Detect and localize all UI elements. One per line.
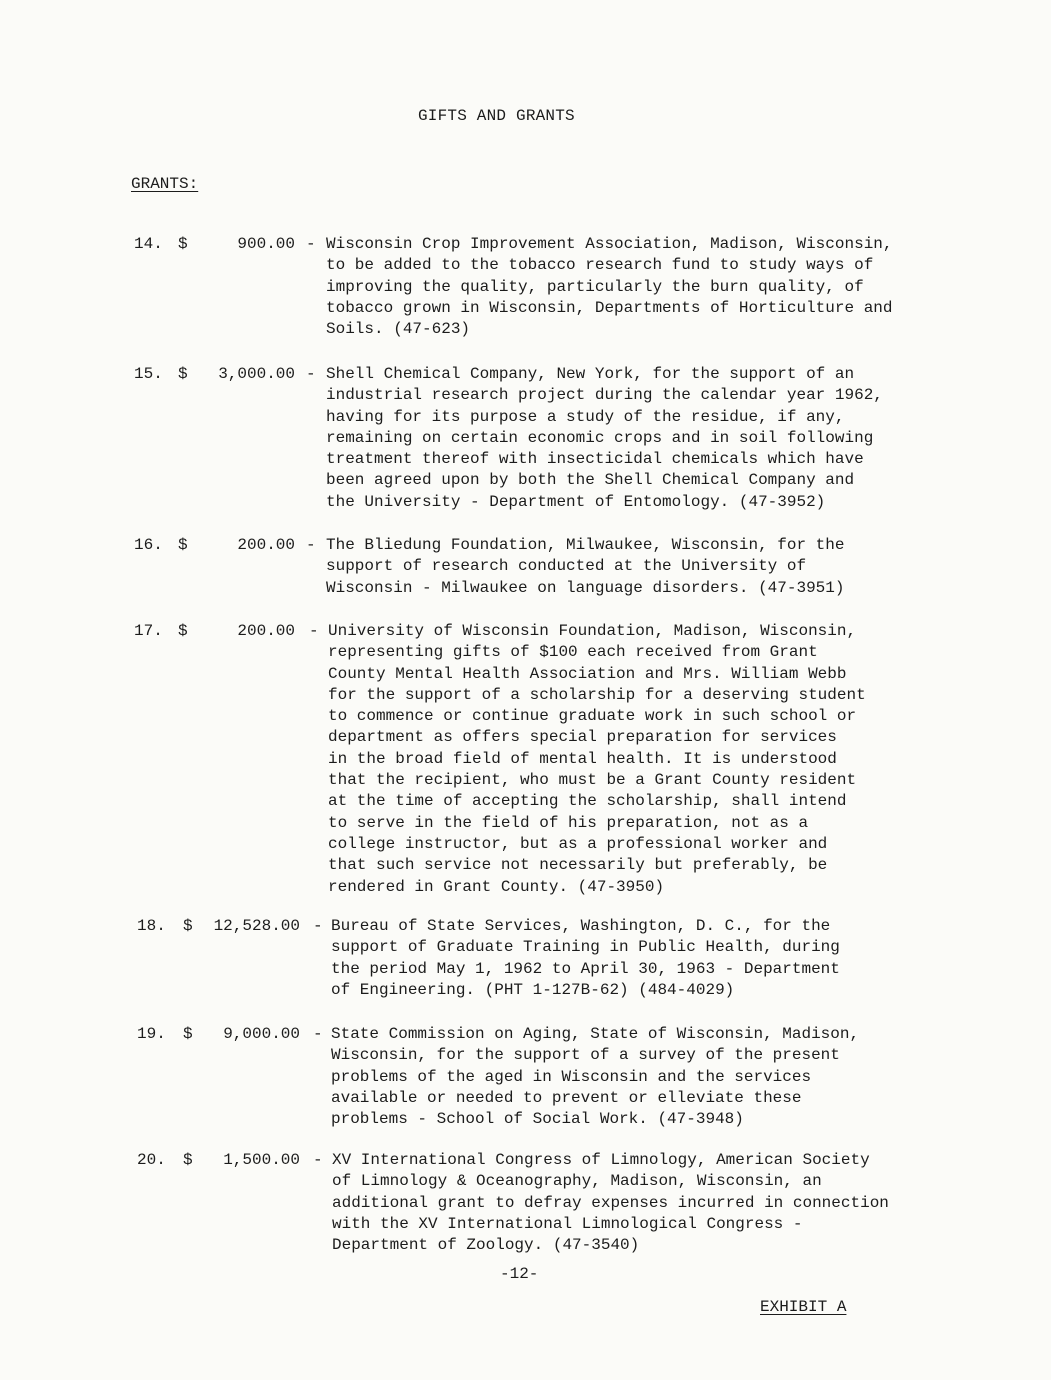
exhibit-label: EXHIBIT A	[760, 1298, 847, 1316]
grant-line: Bureau of State Services, Washington, D. C., for the	[331, 917, 831, 935]
grant-line: tobacco grown in Wisconsin, Departments of Horticulture and	[326, 298, 893, 317]
grant-line: at the time of accepting the scholarship, shall intend	[328, 792, 847, 811]
grant-line: support of research conducted at the University of	[326, 557, 807, 576]
page-title: GIFTS AND GRANTS	[418, 107, 575, 125]
grant-dash: -	[309, 622, 319, 640]
grant-line: department as offers special preparation for services	[328, 728, 837, 747]
grant-line: additional grant to defray expenses incurred in connection	[332, 1193, 889, 1212]
grant-amount: 12,528.00	[213, 917, 300, 935]
grant-line: Wisconsin - Milwaukee on language disorders. (47-3951)	[326, 578, 845, 597]
grant-line: to serve in the field of his preparation, not as a	[328, 813, 809, 832]
grant-line: the University - Department of Entomology. (47-3952)	[326, 492, 826, 511]
grant-number: 19.	[137, 1025, 166, 1043]
grant-line: of Engineering. (PHT 1-127B-62) (484-4029)	[331, 980, 735, 999]
grant-line: Soils. (47-623)	[326, 320, 471, 339]
grant-currency: $	[178, 365, 188, 383]
grant-line: XV International Congress of Limnology, American Society	[332, 1151, 870, 1169]
grant-number: 18.	[137, 917, 166, 935]
grant-line: available or needed to prevent or elleviate these	[331, 1088, 802, 1107]
grant-dash: -	[313, 1025, 323, 1043]
grant-currency: $	[183, 1151, 193, 1169]
grant-line: of Limnology & Oceanography, Madison, Wisconsin, an	[332, 1172, 822, 1191]
grant-dash: -	[313, 917, 323, 935]
grant-dash: -	[306, 235, 316, 253]
grant-description	[332, 1150, 889, 1256]
grant-line: rendered in Grant County. (47-3950)	[328, 877, 665, 896]
grant-line: Wisconsin, for the support of a survey of the present	[331, 1046, 840, 1065]
grant-line: having for its purpose a study of the residue, if any,	[326, 407, 845, 426]
grant-line: for the support of a scholarship for a deserving student	[328, 685, 866, 704]
grant-amount: 200.00	[237, 622, 295, 640]
grant-currency: $	[178, 622, 188, 640]
grant-currency: $	[178, 536, 188, 554]
grant-line: support of Graduate Training in Public Health, during	[331, 938, 840, 957]
grant-line: The Bliedung Foundation, Milwaukee, Wisconsin, for the	[326, 536, 845, 554]
grant-number: 16.	[134, 536, 163, 554]
grant-description	[326, 364, 883, 513]
grant-number: 15.	[134, 365, 163, 383]
grant-line: in the broad field of mental health. It is understood	[328, 749, 837, 768]
grant-dash: -	[306, 536, 316, 554]
grant-line: the period May 1, 1962 to April 30, 1963 - Department	[331, 959, 840, 978]
grant-number: 20.	[137, 1151, 166, 1169]
grant-line: representing gifts of $100 each received from Grant	[328, 643, 818, 662]
grant-line: that the recipient, who must be a Grant County resident	[328, 771, 857, 790]
grant-line: that such service not necessarily but preferably, be	[328, 856, 828, 875]
grant-currency: $	[183, 1025, 193, 1043]
grant-description	[331, 916, 840, 1001]
grant-number: 14.	[134, 235, 163, 253]
grant-description	[328, 621, 866, 898]
grant-line: industrial research project during the calendar year 1962,	[326, 386, 883, 405]
grant-line: to commence or continue graduate work in such school or	[328, 707, 857, 726]
grant-line: to be added to the tobacco research fund to study ways of	[326, 256, 874, 275]
grant-line: been agreed upon by both the Shell Chemical Company and	[326, 471, 855, 490]
section-heading: GRANTS:	[131, 175, 199, 193]
grant-line: State Commission on Aging, State of Wisconsin, Madison,	[331, 1025, 860, 1043]
grant-dash: -	[306, 365, 316, 383]
grant-number: 17.	[134, 622, 163, 640]
grant-line: problems - School of Social Work. (47-3948)	[331, 1110, 744, 1129]
grant-line: remaining on certain economic crops and in soil following	[326, 428, 874, 447]
grant-currency: $	[183, 917, 193, 935]
page-number: -12-	[500, 1265, 539, 1283]
grant-description	[331, 1024, 859, 1130]
grant-line: problems of the aged in Wisconsin and the services	[331, 1067, 812, 1086]
grant-line: college instructor, but as a professional worker and	[328, 834, 828, 853]
grant-amount: 3,000.00	[218, 365, 295, 383]
grant-line: treatment thereof with insecticidal chemicals which have	[326, 450, 864, 469]
grant-amount: 900.00	[237, 235, 295, 253]
grant-amount: 1,500.00	[223, 1151, 300, 1169]
grant-line: Wisconsin Crop Improvement Association, Madison, Wisconsin,	[326, 235, 893, 253]
grant-line: Department of Zoology. (47-3540)	[332, 1236, 640, 1255]
grant-line: Shell Chemical Company, New York, for the support of an	[326, 365, 855, 383]
grant-line: University of Wisconsin Foundation, Madison, Wisconsin,	[328, 622, 857, 640]
grant-line: with the XV International Limnological Congress -	[332, 1214, 803, 1233]
grant-amount: 9,000.00	[223, 1025, 300, 1043]
grant-line: County Mental Health Association and Mrs. William Webb	[328, 664, 847, 683]
grant-dash: -	[313, 1151, 323, 1169]
grant-description	[326, 234, 893, 340]
grant-amount: 200.00	[237, 536, 295, 554]
grant-description	[326, 535, 844, 599]
grant-currency: $	[178, 235, 188, 253]
grant-line: improving the quality, particularly the burn quality, of	[326, 277, 864, 296]
